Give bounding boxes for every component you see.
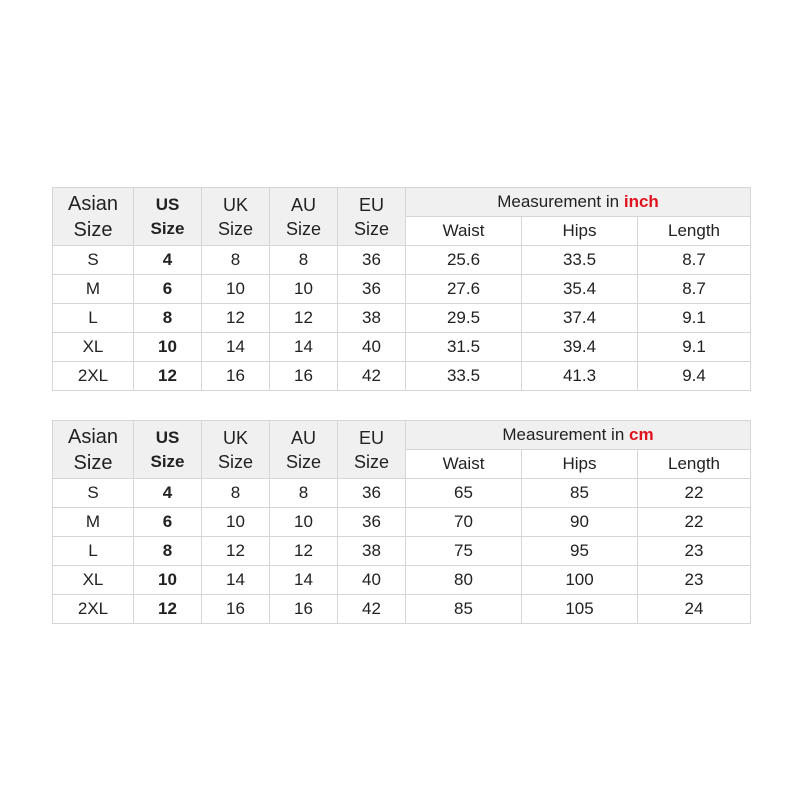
uk-size-header: UK Size [202, 188, 270, 246]
hips-header: Hips [522, 450, 638, 479]
measurement-header [406, 188, 751, 217]
length-header: Length [638, 450, 751, 479]
eu-size-cell: 40 [338, 566, 406, 595]
uk-size-header: UK Size [202, 421, 270, 479]
waist-cell: 31.5 [406, 333, 522, 362]
waist-header: Waist [406, 217, 522, 246]
au-size-cell: 16 [270, 362, 338, 391]
length-header: Length [638, 217, 751, 246]
asian-size-cell: 2XL [53, 595, 134, 624]
us-size-cell: 12 [134, 362, 202, 391]
eu-size-cell: 36 [338, 246, 406, 275]
us-size-header: US Size [134, 421, 202, 479]
measurement-prefix: Measurement in [502, 425, 625, 444]
hips-cell: 95 [522, 537, 638, 566]
uk-size-cell: 10 [202, 508, 270, 537]
au-size-cell: 10 [270, 275, 338, 304]
asian-size-cell: L [53, 537, 134, 566]
asian-size-cell: XL [53, 333, 134, 362]
hips-cell: 37.4 [522, 304, 638, 333]
table-row [53, 304, 751, 333]
asian-size-header: Asian Size [53, 188, 134, 246]
table-row [53, 566, 751, 595]
asian-size-cell: XL [53, 566, 134, 595]
hips-cell: 90 [522, 508, 638, 537]
asian-size-cell: S [53, 479, 134, 508]
au-size-header: AU Size [270, 188, 338, 246]
measurement-header [406, 421, 751, 450]
hips-header: Hips [522, 217, 638, 246]
length-cell: 9.1 [638, 304, 751, 333]
waist-cell: 85 [406, 595, 522, 624]
hips-cell: 41.3 [522, 362, 638, 391]
uk-size-cell: 14 [202, 333, 270, 362]
us-size-cell: 12 [134, 595, 202, 624]
length-cell: 9.1 [638, 333, 751, 362]
table-row [53, 362, 751, 391]
eu-size-cell: 40 [338, 333, 406, 362]
asian-size-cell: L [53, 304, 134, 333]
hips-cell: 105 [522, 595, 638, 624]
length-cell: 9.4 [638, 362, 751, 391]
au-size-cell: 8 [270, 479, 338, 508]
au-size-cell: 14 [270, 566, 338, 595]
uk-size-cell: 12 [202, 304, 270, 333]
length-cell: 8.7 [638, 275, 751, 304]
size-chart-cm-table [52, 420, 751, 624]
table-row [53, 595, 751, 624]
hips-cell: 85 [522, 479, 638, 508]
au-size-cell: 12 [270, 304, 338, 333]
us-size-cell: 10 [134, 566, 202, 595]
length-cell: 22 [638, 508, 751, 537]
waist-cell: 65 [406, 479, 522, 508]
table-row [53, 479, 751, 508]
table-row [53, 275, 751, 304]
au-size-cell: 16 [270, 595, 338, 624]
au-size-cell: 14 [270, 333, 338, 362]
uk-size-cell: 16 [202, 362, 270, 391]
waist-cell: 25.6 [406, 246, 522, 275]
us-size-cell: 6 [134, 508, 202, 537]
table-row [53, 333, 751, 362]
hips-cell: 39.4 [522, 333, 638, 362]
us-size-header: US Size [134, 188, 202, 246]
waist-cell: 29.5 [406, 304, 522, 333]
measurement-unit: inch [623, 192, 659, 211]
asian-size-cell: 2XL [53, 362, 134, 391]
waist-cell: 27.6 [406, 275, 522, 304]
us-size-cell: 4 [134, 246, 202, 275]
us-size-cell: 4 [134, 479, 202, 508]
hips-cell: 100 [522, 566, 638, 595]
table-row [53, 508, 751, 537]
eu-size-cell: 36 [338, 479, 406, 508]
size-chart-inch-table [52, 187, 751, 391]
measurement-unit: cm [629, 425, 654, 444]
table-row [53, 246, 751, 275]
length-cell: 23 [638, 566, 751, 595]
hips-cell: 33.5 [522, 246, 638, 275]
waist-cell: 33.5 [406, 362, 522, 391]
asian-size-cell: M [53, 275, 134, 304]
us-size-cell: 8 [134, 304, 202, 333]
eu-size-cell: 42 [338, 595, 406, 624]
uk-size-cell: 8 [202, 479, 270, 508]
us-size-cell: 8 [134, 537, 202, 566]
waist-cell: 80 [406, 566, 522, 595]
waist-cell: 75 [406, 537, 522, 566]
eu-size-cell: 42 [338, 362, 406, 391]
uk-size-cell: 8 [202, 246, 270, 275]
eu-size-cell: 36 [338, 275, 406, 304]
us-size-cell: 6 [134, 275, 202, 304]
uk-size-cell: 16 [202, 595, 270, 624]
au-size-cell: 12 [270, 537, 338, 566]
au-size-cell: 8 [270, 246, 338, 275]
measurement-prefix: Measurement in [497, 192, 620, 211]
waist-header: Waist [406, 450, 522, 479]
hips-cell: 35.4 [522, 275, 638, 304]
uk-size-cell: 12 [202, 537, 270, 566]
au-size-header: AU Size [270, 421, 338, 479]
eu-size-cell: 38 [338, 537, 406, 566]
uk-size-cell: 14 [202, 566, 270, 595]
asian-size-cell: M [53, 508, 134, 537]
length-cell: 22 [638, 479, 751, 508]
table-row [53, 537, 751, 566]
asian-size-cell: S [53, 246, 134, 275]
eu-size-header: EU Size [338, 188, 406, 246]
length-cell: 24 [638, 595, 751, 624]
eu-size-cell: 36 [338, 508, 406, 537]
length-cell: 8.7 [638, 246, 751, 275]
eu-size-header: EU Size [338, 421, 406, 479]
uk-size-cell: 10 [202, 275, 270, 304]
au-size-cell: 10 [270, 508, 338, 537]
length-cell: 23 [638, 537, 751, 566]
asian-size-header: Asian Size [53, 421, 134, 479]
waist-cell: 70 [406, 508, 522, 537]
eu-size-cell: 38 [338, 304, 406, 333]
us-size-cell: 10 [134, 333, 202, 362]
